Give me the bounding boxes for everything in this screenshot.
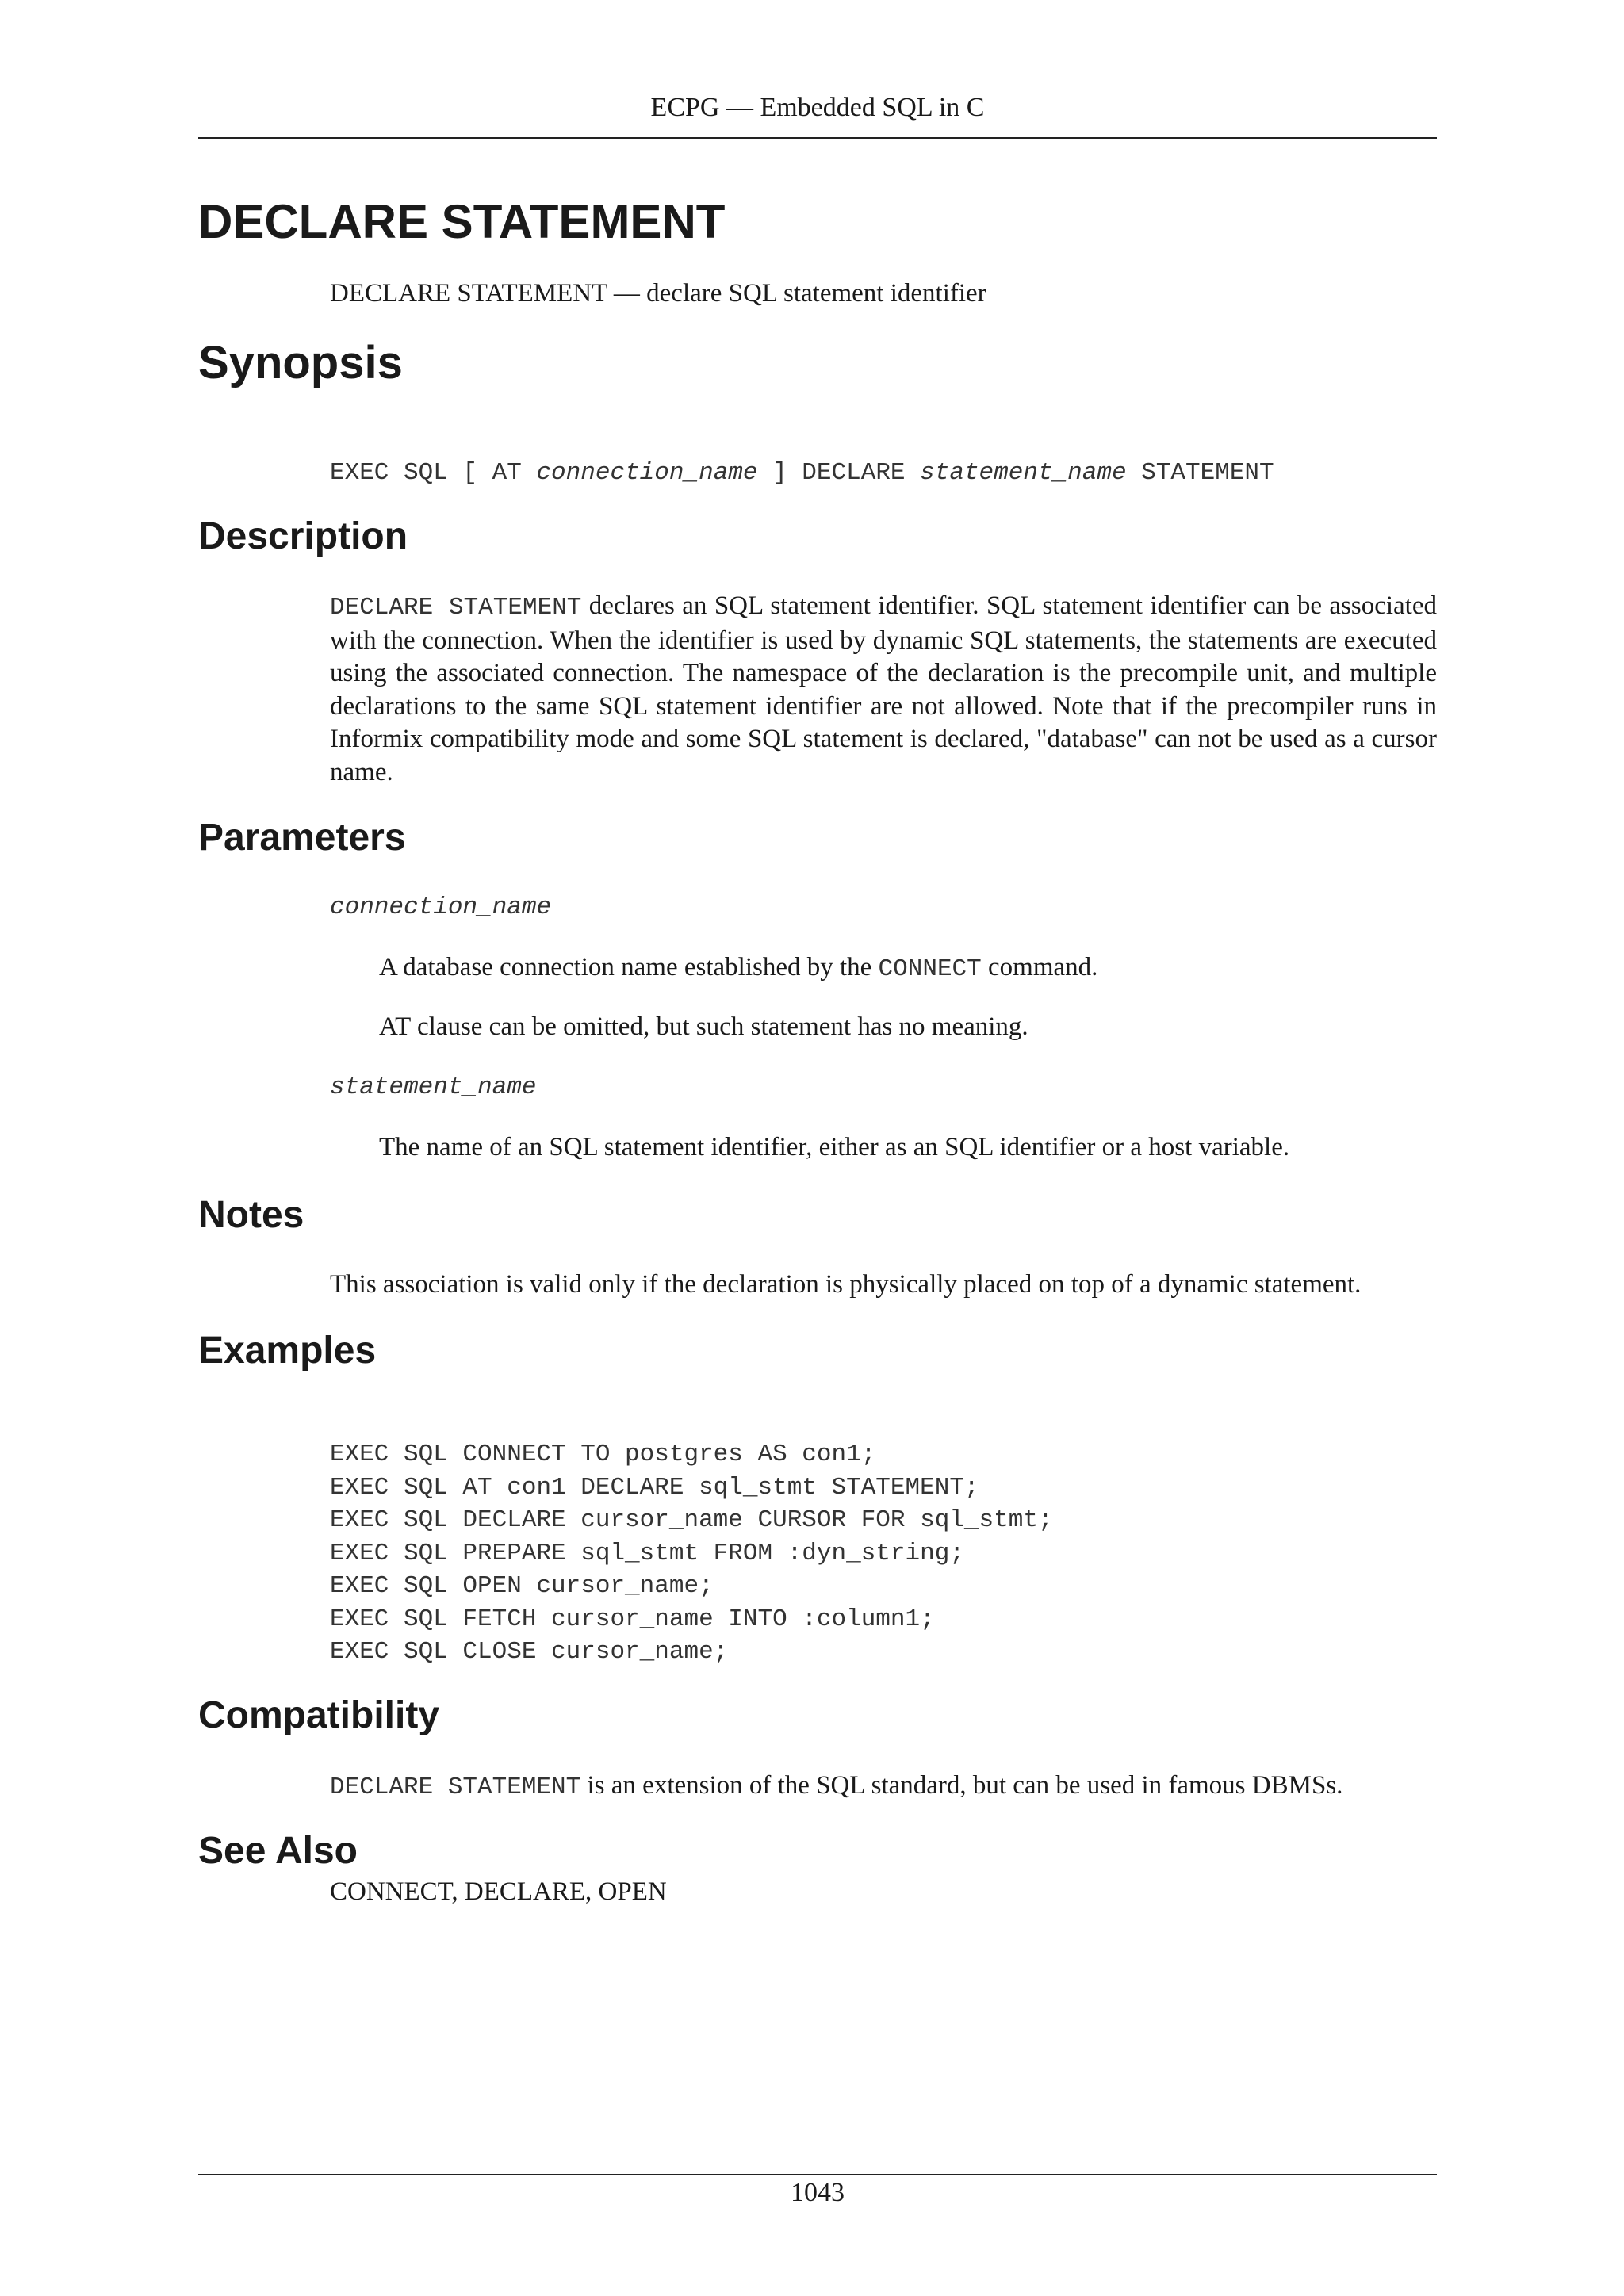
refname-purpose: DECLARE STATEMENT — declare SQL statement identifier [330,279,986,308]
synopsis-part-3: STATEMENT [1126,459,1274,487]
synopsis-code [330,457,1274,489]
param-term-statement-name: statement_name [330,1073,537,1101]
code-line: EXEC SQL FETCH cursor_name INTO :column1; [330,1605,935,1633]
synopsis-part-1: EXEC SQL [ AT [330,459,537,487]
compatibility-heading: Compatibility [198,1694,440,1736]
code-line: EXEC SQL AT con1 DECLARE sql_stmt STATEMENT; [330,1473,979,1502]
running-header: ECPG — Embedded SQL in C [650,93,985,122]
parameters-heading: Parameters [198,817,406,859]
param-desc-connection-name-note: AT clause can be omitted, but such statement has no meaning. [379,1012,1028,1041]
description-paragraph [330,590,1437,789]
synopsis-connection-name: connection_name [536,459,758,487]
code-line: EXEC SQL CLOSE cursor_name; [330,1638,729,1666]
param-desc-connection-name [379,951,1097,985]
page-number: 1043 [791,2178,845,2207]
see-also-list: CONNECT, DECLARE, OPEN [330,1877,667,1906]
code-line: EXEC SQL DECLARE cursor_name CURSOR FOR sql_stmt; [330,1506,1053,1534]
synopsis-heading: Synopsis [198,337,403,388]
see-also-heading: See Also [198,1830,358,1872]
footer-rule [198,2174,1437,2175]
notes-paragraph: This association is valid only if the declaration is physically placed on top of a dynamic statement. [330,1270,1362,1299]
description-heading: Description [198,515,408,557]
compatibility-paragraph [330,1770,1342,1804]
examples-heading: Examples [198,1330,377,1372]
notes-heading: Notes [198,1194,304,1236]
param-desc-code: CONNECT [878,955,982,983]
param-desc-statement-name: The name of an SQL statement identifier, either as an SQL identifier or a host variable. [379,1133,1290,1161]
param-desc-text: A database connection name established by the [379,953,879,982]
code-line: EXEC SQL OPEN cursor_name; [330,1572,714,1600]
synopsis-statement-name: statement_name [920,459,1127,487]
page-title: DECLARE STATEMENT [198,195,726,248]
compatibility-command: DECLARE STATEMENT [330,1774,581,1801]
param-desc-text-end: command. [981,953,1098,982]
code-line: EXEC SQL CONNECT TO postgres AS con1; [330,1441,876,1468]
synopsis-part-2: ] DECLARE [757,459,921,487]
examples-code-block [330,1438,1053,1669]
param-term-connection-name: connection_name [330,894,552,921]
description-command: DECLARE STATEMENT [330,594,582,622]
description-text: declares an SQL statement identifier. SQL statement identifier can be associated with the connection. When the identifier is used by dynamic SQL statements, the statements are executed using the associated connection. The namespace of the declaration is the precompile unit, and multiple declarations to the same SQL statement identifier are not allowed. Note that if the precompiler runs in Informix compatibility mode and some SQL statement is declared, "database" can not be used as a cursor name. [330,591,1437,786]
code-line: EXEC SQL PREPARE sql_stmt FROM :dyn_string; [330,1539,964,1567]
header-rule [198,137,1437,139]
compatibility-text: is an extension of the SQL standard, but can be used in famous DBMSs. [580,1771,1343,1800]
